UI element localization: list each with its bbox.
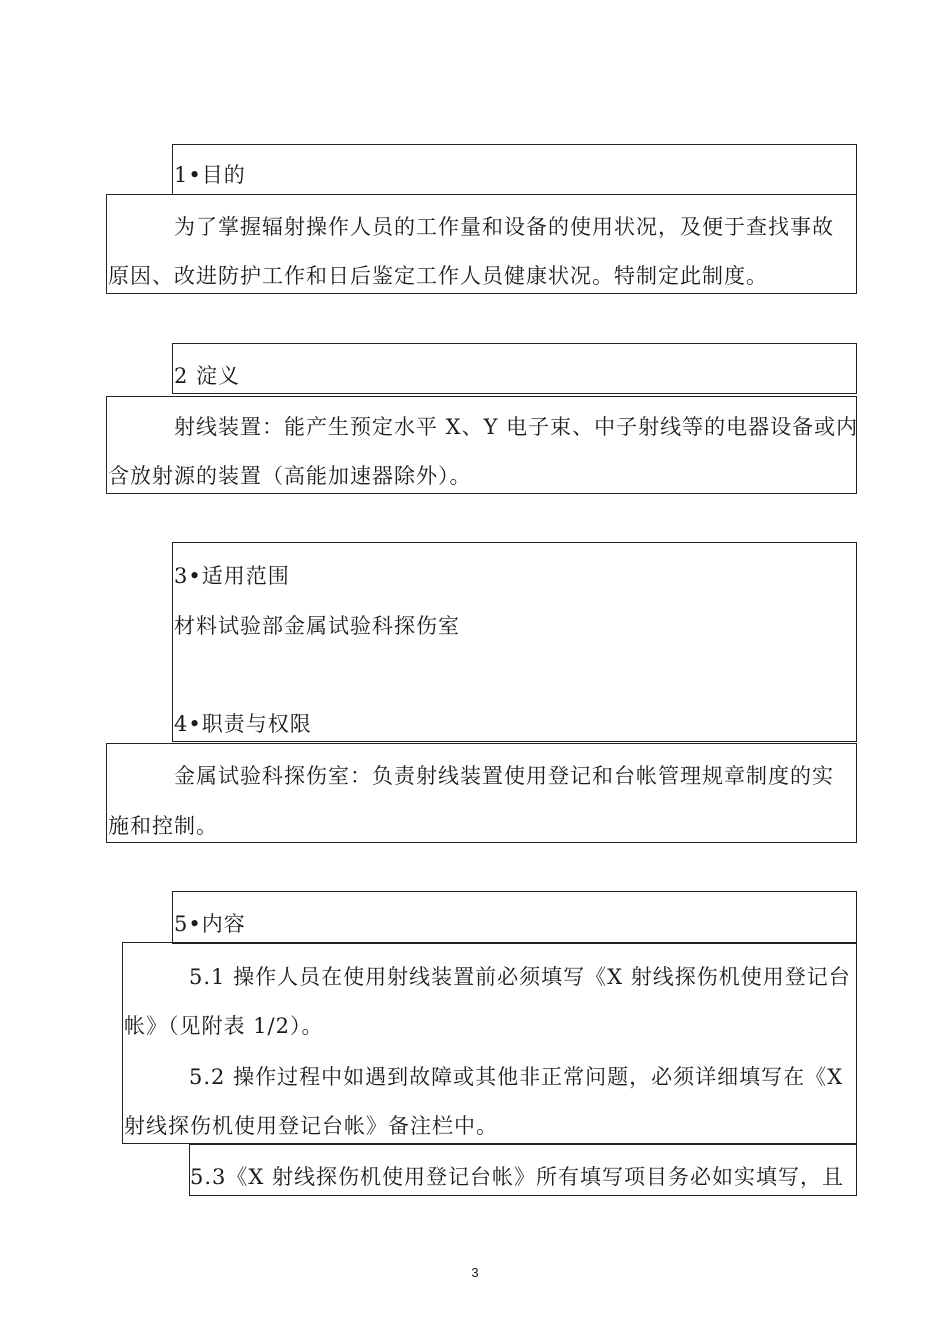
section-2-heading: 2 淀义 (174, 364, 241, 388)
item-5-3-line-1: 5.3《X 射线探伤机使用登记台帐》所有填写项目务必如实填写，且 (190, 1165, 845, 1189)
section-4-body-line-2: 施和控制。 (108, 814, 218, 838)
item-5-2-line-1: 5.2 操作过程中如遇到故障或其他非正常问题，必须详细填写在《X (189, 1065, 844, 1089)
section-1-heading: 1•目的 (174, 163, 246, 187)
section-2-body-line-2: 含放射源的装置（高能加速器除外）。 (108, 464, 472, 488)
section-4-heading: 4•职责与权限 (174, 712, 312, 736)
section-5-heading: 5•内容 (174, 912, 246, 936)
section-4-body-line-1: 金属试验科探伤室：负责射线装置使用登记和台帐管理规章制度的实 (174, 764, 834, 788)
section-5-heading-box (172, 891, 857, 944)
section-2-heading-box (172, 343, 857, 394)
section-3-body: 材料试验部金属试验科探伤室 (174, 614, 460, 638)
section-1-body-line-2: 原因、改进防护工作和日后鉴定工作人员健康状况。特制定此制度。 (108, 264, 768, 288)
item-5-1-line-1: 5.1 操作人员在使用射线装置前必须填写《X 射线探伤机使用登记台 (189, 965, 851, 989)
item-5-2-line-2: 射线探伤机使用登记台帐》备注栏中。 (124, 1114, 498, 1138)
section-4-body-box (106, 743, 857, 843)
section-1-body-line-1: 为了掌握辐射操作人员的工作量和设备的使用状况，及便于查找事故 (174, 215, 834, 239)
page-number: 3 (471, 1265, 479, 1280)
section-1-heading-box (172, 144, 857, 195)
item-5-1-line-2: 帐》（见附表 1/2）。 (124, 1014, 324, 1038)
section-3-heading: 3•适用范围 (174, 564, 290, 588)
section-2-body-line-1: 射线装置：能产生预定水平 X、Y 电子束、中子射线等的电器设备或内 (174, 415, 859, 439)
